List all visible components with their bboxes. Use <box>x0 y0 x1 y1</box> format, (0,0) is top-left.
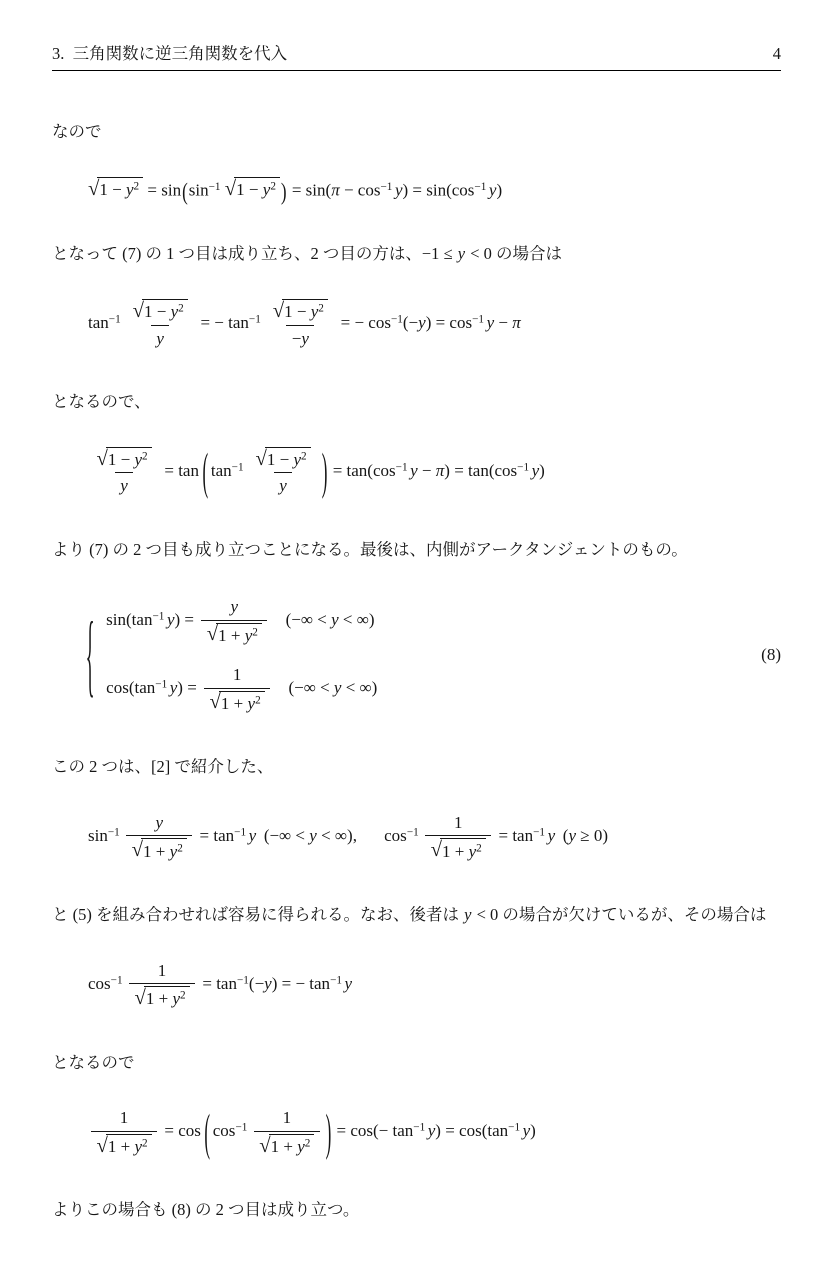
math-denominator <box>126 835 192 862</box>
math-text: −1 <box>152 610 165 623</box>
paragraph-6 <box>52 900 781 930</box>
math-numerator <box>127 299 193 325</box>
math-text: 1 <box>232 665 242 685</box>
math-superscript <box>533 827 545 839</box>
math-text: ) = tan(cos <box>444 460 518 480</box>
math-superscript <box>476 842 482 854</box>
math-numerator <box>449 812 468 835</box>
math-text: 2 <box>318 303 324 316</box>
math-paren: ) <box>280 177 287 206</box>
math-variable: y <box>547 825 556 845</box>
math-text: sin <box>188 180 209 200</box>
paragraph-2 <box>52 239 781 269</box>
paragraph-5: この 2 つは、[2] で紹介した、 <box>52 757 274 777</box>
equation-system-8 <box>86 596 781 714</box>
math-variable: π <box>512 312 521 332</box>
paragraph-1: なので <box>52 122 102 141</box>
math-text: (− <box>248 973 265 993</box>
math-text: cos(tan <box>106 678 156 698</box>
math-superscript <box>305 1138 311 1150</box>
math-text: −1 <box>231 461 244 474</box>
math-text: ) <box>530 1121 536 1141</box>
math-fraction <box>267 299 333 349</box>
section-title: 3. 三角関数に逆三角関数を代入 <box>52 44 288 63</box>
math-text: 2 <box>255 694 261 707</box>
math-sqrt-radical <box>210 691 265 715</box>
math-variable: y <box>125 180 134 200</box>
math-text: 2 <box>180 990 186 1003</box>
paragraph-4: より (7) の 2 つ目も成り立つことになる。最後は、内側がアークタンジェントのもの。 <box>52 539 688 559</box>
math-text: −1 <box>110 974 123 987</box>
math-denominator <box>129 983 195 1010</box>
math-numerator <box>267 299 333 325</box>
math-numerator <box>150 812 168 835</box>
math-text: cos <box>384 825 407 845</box>
math-superscript <box>209 181 221 193</box>
math-text: 1 − <box>143 302 171 322</box>
math-superscript <box>155 679 167 691</box>
math-text: (− <box>402 312 419 332</box>
math-text: 2 <box>304 1137 311 1150</box>
math-text: (−∞ < <box>263 825 310 845</box>
math-text: = sin( <box>287 180 332 200</box>
math-sqrt-radical <box>225 177 280 201</box>
math-radicand <box>106 447 152 471</box>
math-superscript <box>134 181 140 193</box>
math-text: ) = cos(tan <box>435 1121 509 1141</box>
math-superscript <box>252 627 258 639</box>
math-text: −1 <box>472 313 485 326</box>
math-variable: y <box>522 1121 531 1141</box>
math-variable: π <box>331 180 340 200</box>
math-superscript <box>318 303 324 315</box>
math-text: 1 − <box>266 450 294 470</box>
math-variable: y <box>301 328 309 348</box>
math-text: ) = cos <box>425 312 473 332</box>
math-superscript <box>301 451 307 463</box>
math-variable: y <box>170 302 179 322</box>
math-radicand <box>97 177 143 201</box>
math-text: −1 <box>413 1121 426 1134</box>
math-variable: y <box>230 597 239 617</box>
math-fraction <box>91 447 157 497</box>
math-text: < ∞), <box>316 825 357 845</box>
math-variable: y <box>531 460 540 480</box>
math-text: 2 <box>177 842 183 855</box>
math-paren: ) <box>321 443 328 501</box>
math-text: ) = <box>177 678 202 698</box>
math-denominator <box>201 620 267 647</box>
math-text: 1 + <box>107 1137 135 1157</box>
radical-sign-icon: √ <box>206 623 219 646</box>
equation-tag-8: (8) <box>761 645 781 665</box>
formula-sin-arccos <box>88 177 781 206</box>
math-text: 1 + <box>270 1137 298 1157</box>
radical-sign-icon: √ <box>272 299 285 322</box>
math-text: 1 − <box>236 180 263 200</box>
math-text: 1 <box>453 813 463 833</box>
math-variable: y <box>468 841 477 861</box>
math-denominator <box>254 1131 320 1158</box>
math-fraction <box>129 960 195 1010</box>
math-superscript <box>270 181 276 193</box>
math-text: ) = − tan <box>271 973 331 993</box>
math-text: 2 <box>476 842 482 855</box>
math-paren: ( <box>204 1103 211 1161</box>
math-radicand <box>144 986 190 1010</box>
math-text: −1 <box>533 826 546 839</box>
math-superscript <box>413 1122 425 1134</box>
math-superscript <box>391 314 403 326</box>
math-radicand <box>106 1134 152 1158</box>
math-radicand <box>265 447 311 471</box>
left-brace: { <box>85 604 95 707</box>
math-denominator <box>115 472 133 496</box>
math-superscript <box>380 181 392 193</box>
math-sqrt-radical <box>259 1134 314 1158</box>
math-numerator <box>227 664 246 687</box>
math-superscript <box>234 827 246 839</box>
math-variable: y <box>166 610 175 630</box>
math-denominator <box>274 472 292 496</box>
math-numerator <box>114 1107 133 1130</box>
math-text: −1 <box>107 826 120 839</box>
math-superscript <box>142 1138 148 1150</box>
math-sqrt-radical <box>96 447 151 471</box>
math-variable: y <box>457 244 466 264</box>
math-text: 1 + <box>143 841 170 861</box>
math-text: −1 <box>390 313 403 326</box>
paragraph-text: < 0 の場合は <box>466 244 562 264</box>
math-text: ) <box>496 180 503 200</box>
math-paren: ( <box>202 443 209 501</box>
formula-sin-arctan <box>106 596 377 646</box>
math-text: = sin <box>143 180 182 200</box>
math-variable: y <box>248 825 257 845</box>
math-text: ) = <box>174 610 199 630</box>
math-text: 2 <box>142 1137 148 1150</box>
math-text: 1 − <box>107 450 135 470</box>
math-text: = tan <box>160 460 199 480</box>
math-variable: y <box>293 450 301 470</box>
math-variable: y <box>297 1137 305 1157</box>
math-text: < ∞) <box>338 610 375 630</box>
math-sqrt-radical <box>431 838 486 862</box>
math-text: 1 + <box>218 626 245 646</box>
math-text: < ∞) <box>341 678 378 698</box>
paragraph-3: となるので、 <box>52 391 151 411</box>
math-denominator <box>91 1131 157 1158</box>
math-superscript <box>474 181 486 193</box>
math-text: = cos <box>160 1121 201 1141</box>
math-superscript <box>330 974 342 986</box>
radical-sign-icon: √ <box>132 299 144 322</box>
math-text: 2 <box>142 450 148 463</box>
math-superscript <box>237 974 249 986</box>
math-text: sin <box>88 825 108 845</box>
math-superscript <box>232 461 244 473</box>
radical-sign-icon: √ <box>96 447 108 470</box>
math-text: −1 <box>395 461 408 474</box>
math-numerator <box>277 1107 296 1130</box>
math-text: 2 <box>178 303 184 316</box>
math-superscript <box>178 303 184 315</box>
math-radicand <box>142 299 188 323</box>
math-superscript <box>472 314 484 326</box>
math-numerator <box>91 447 157 473</box>
math-text: ≥ 0) <box>576 825 608 845</box>
math-text: (−∞ < <box>288 678 334 698</box>
math-text: −1 <box>330 974 342 987</box>
math-superscript <box>249 314 261 326</box>
formula-reference-pair <box>88 812 781 862</box>
math-superscript <box>235 1122 247 1134</box>
math-sqrt-radical <box>133 299 188 323</box>
system-rows <box>106 596 377 714</box>
math-text: 1 + <box>145 989 173 1009</box>
radical-sign-icon: √ <box>255 447 267 470</box>
math-text: tan <box>88 312 109 332</box>
math-fraction <box>127 299 193 349</box>
math-variable: y <box>155 813 163 833</box>
math-text: ( <box>562 825 569 845</box>
math-text: 1 + <box>442 841 469 861</box>
math-sqrt-radical <box>88 177 143 201</box>
math-text: ) = sin(cos <box>402 180 475 200</box>
math-variable: y <box>244 626 253 646</box>
math-variable: y <box>120 476 128 496</box>
math-superscript <box>152 611 164 623</box>
formula-arccos-negative-case <box>88 960 781 1010</box>
radical-sign-icon: √ <box>96 1134 108 1157</box>
paragraph-8: よりこの場合も (8) の 2 つ目は成り立つ。 <box>52 1200 360 1220</box>
math-radicand <box>234 177 280 201</box>
math-sqrt-radical <box>134 986 189 1010</box>
math-text: − <box>494 312 513 332</box>
math-text: − <box>291 328 302 348</box>
math-text: = − cos <box>336 312 391 332</box>
math-denominator <box>425 835 491 862</box>
math-variable: y <box>418 312 426 332</box>
math-text: − <box>417 460 436 480</box>
math-text: 2 <box>252 626 258 639</box>
math-variable: y <box>134 1137 143 1157</box>
math-fraction <box>254 1107 320 1157</box>
math-text: −1 <box>474 180 487 193</box>
paragraph-text: < 0 の場合が欠けているが、その場合は <box>472 905 767 925</box>
math-text: 1 − <box>99 180 126 200</box>
math-text: −1 <box>248 313 261 326</box>
math-variable: y <box>169 678 178 698</box>
math-text: cos <box>88 973 111 993</box>
math-variable: y <box>169 841 178 861</box>
math-sqrt-radical <box>207 623 262 647</box>
math-text: −1 <box>380 180 393 193</box>
math-radicand <box>141 838 187 862</box>
radical-sign-icon: √ <box>430 839 443 862</box>
radical-sign-icon: √ <box>134 986 146 1009</box>
math-text: − cos <box>339 180 381 200</box>
math-variable: y <box>309 825 317 845</box>
math-radicand <box>440 838 486 862</box>
math-superscript <box>407 827 419 839</box>
math-text: 1 <box>157 960 167 980</box>
formula-tan-arccos <box>88 443 781 501</box>
math-fraction <box>250 447 316 497</box>
math-variable: y <box>568 825 576 845</box>
math-sqrt-radical <box>132 838 187 862</box>
math-radicand <box>282 299 328 323</box>
math-superscript <box>255 695 261 707</box>
formula-cos-arccos <box>88 1103 781 1161</box>
math-text: = tan(cos <box>328 460 396 480</box>
math-superscript <box>111 974 123 986</box>
paragraph-7: となるので <box>52 1052 135 1072</box>
math-text: = tan <box>195 825 235 845</box>
formula-arctan-negative <box>88 299 781 349</box>
math-text: 1 + <box>220 694 248 714</box>
math-variable: y <box>134 450 143 470</box>
math-variable: y <box>394 180 403 200</box>
math-superscript <box>177 842 183 854</box>
math-text: 2 <box>133 180 140 193</box>
math-text: −1 <box>508 1121 521 1134</box>
math-text: −1 <box>208 180 221 193</box>
math-text: 2 <box>270 180 276 193</box>
math-paren: ) <box>325 1103 332 1161</box>
page-number: 4 <box>772 44 781 63</box>
math-superscript <box>180 990 186 1002</box>
math-variable: y <box>344 973 353 993</box>
math-text: 1 <box>282 1108 292 1128</box>
math-variable: y <box>486 312 495 332</box>
math-radicand <box>216 623 262 647</box>
math-variable: y <box>410 460 418 480</box>
math-radicand <box>269 1134 315 1158</box>
math-variable: y <box>247 694 256 714</box>
math-radicand <box>219 691 265 715</box>
radical-sign-icon: √ <box>224 177 237 200</box>
math-variable: y <box>464 905 472 925</box>
math-denominator <box>204 688 270 715</box>
math-variable: y <box>172 989 181 1009</box>
math-variable: π <box>435 460 445 480</box>
math-text: (−∞ < <box>285 610 332 630</box>
math-fraction <box>126 812 192 862</box>
math-fraction <box>204 664 270 714</box>
math-text: −1 <box>236 974 249 987</box>
radical-sign-icon: √ <box>131 839 144 862</box>
math-text: −1 <box>406 826 419 839</box>
math-text: = tan <box>198 973 237 993</box>
radical-sign-icon: √ <box>259 1134 271 1157</box>
formula-cos-arctan <box>106 664 377 714</box>
math-denominator <box>151 325 169 349</box>
math-text: cos <box>212 1121 236 1141</box>
math-text: 1 − <box>284 302 311 322</box>
paragraph-text: と (5) を組み合わせれば容易に得られる。なお、後者は <box>52 905 464 925</box>
math-superscript <box>109 314 121 326</box>
math-variable: y <box>264 973 272 993</box>
math-text: = tan <box>494 825 534 845</box>
math-numerator <box>152 960 171 983</box>
math-paren: ( <box>182 177 188 206</box>
math-denominator <box>286 325 314 349</box>
math-variable: y <box>310 302 319 322</box>
math-variable: y <box>488 180 497 200</box>
math-text: −1 <box>235 1121 248 1134</box>
math-numerator <box>250 447 316 473</box>
page-header <box>52 40 781 71</box>
math-superscript <box>108 827 120 839</box>
math-text: = cos(− tan <box>332 1121 414 1141</box>
math-variable: y <box>156 328 164 348</box>
paragraph-text: となって (7) の 1 つ目は成り立ち、2 つ目の方は、−1 ≤ <box>52 244 457 264</box>
math-text: −1 <box>108 313 121 326</box>
math-superscript <box>396 461 408 473</box>
math-text: −1 <box>234 826 247 839</box>
math-variable: y <box>333 678 342 698</box>
math-fraction <box>425 812 491 862</box>
math-text: sin(tan <box>106 610 153 630</box>
math-sqrt-radical <box>273 299 328 323</box>
math-fraction <box>91 1107 157 1157</box>
math-text: ) <box>539 460 545 480</box>
math-sqrt-radical <box>255 447 310 471</box>
math-text: = − tan <box>196 312 249 332</box>
math-variable: y <box>427 1121 436 1141</box>
math-text: −1 <box>517 461 530 474</box>
math-text: 2 <box>301 450 307 463</box>
math-superscript <box>517 461 529 473</box>
radical-sign-icon: √ <box>209 691 221 714</box>
math-superscript <box>508 1122 520 1134</box>
math-numerator <box>225 596 243 619</box>
radical-sign-icon: √ <box>88 177 100 200</box>
math-text: −1 <box>155 678 168 691</box>
math-variable: y <box>279 476 287 496</box>
math-text: tan <box>210 460 232 480</box>
math-fraction <box>201 596 267 646</box>
math-sqrt-radical <box>96 1134 151 1158</box>
math-text: 1 <box>119 1108 129 1128</box>
math-variable: y <box>262 180 271 200</box>
math-variable: y <box>331 610 339 630</box>
math-superscript <box>142 451 148 463</box>
